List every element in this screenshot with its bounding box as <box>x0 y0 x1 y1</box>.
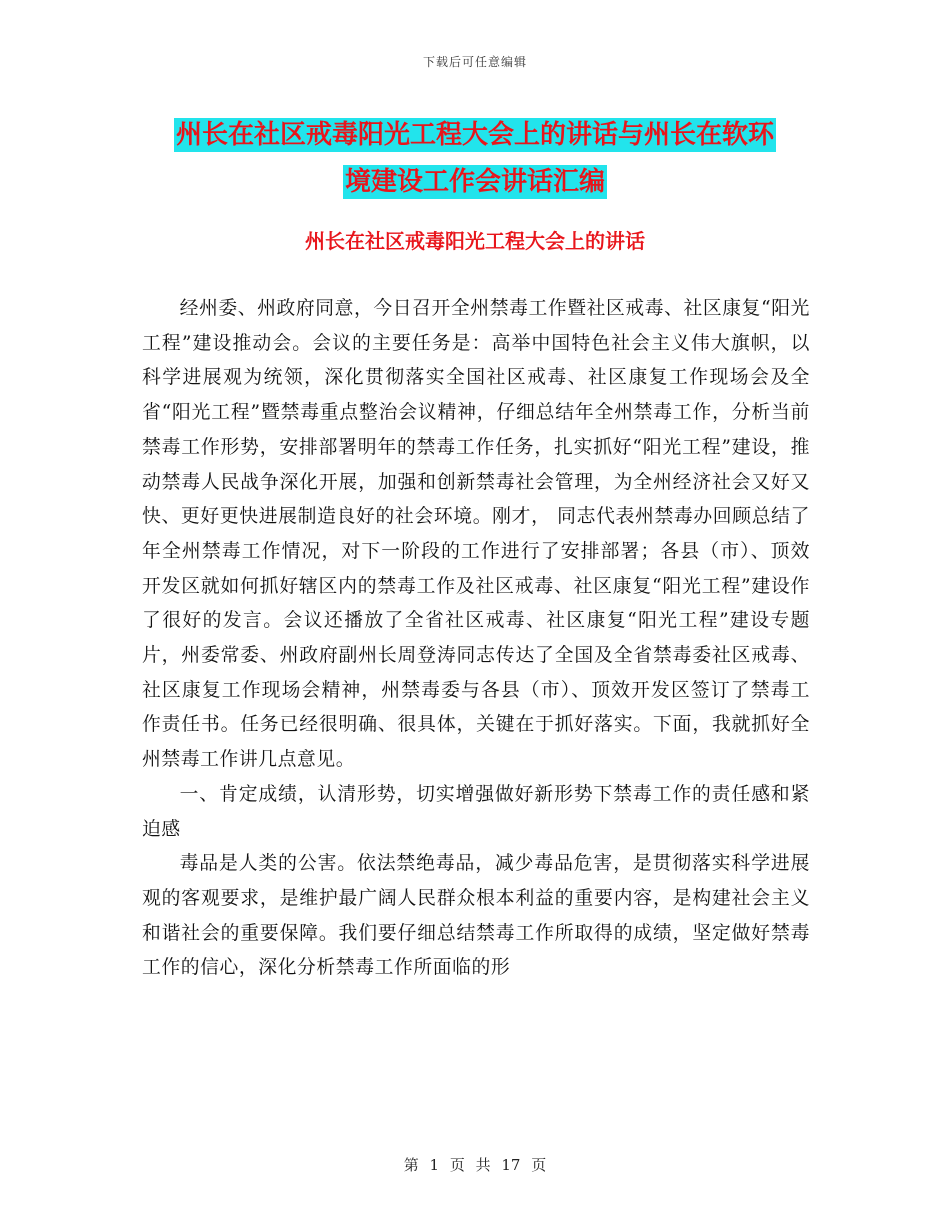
header-note: 下载后可任意编辑 <box>422 55 527 69</box>
paragraph-heading: 一、肯定成绩，认清形势，切实增强做好新形势下禁毒工作的责任感和紧迫感 <box>142 783 810 840</box>
page-footer: 第 1 页 共 17 页 <box>403 1156 547 1174</box>
body-text <box>142 292 810 986</box>
main-title-line-1: 州长在社区戒毒阳光工程大会上的讲话与州长在软环 <box>175 120 774 150</box>
paragraph: 经州委、州政府同意，今日召开全州禁毒工作暨社区戒毒、社区康复“阳光工程”建设推动会。会议的主要任务是：高举中国特色社会主义伟大旗帜，以科学进展观为统领，深化贯彻落实全国社区戒毒、社区康复工作现场会及全省“阳光工程”暨禁毒重点整治会议精神，仔细总结年全州禁毒工作，分析当前禁毒工作形势，安排部署明年的禁毒工作任务，扎实抓好“阳光工程”建设，推动禁毒人民战争深化开展，加强和创新禁毒社会管理，为全州经济社会又好又快、更好更快进展制造良好的社会环境。刚才， 同志代表州禁毒办回顾总结了年全州禁毒工作情况，对下一阶段的工作进行了安排部署；各县（市）、顶效开发区就如何抓好辖区内的禁毒工作及社区戒毒、社区康复“阳光工程”建设作了很好的发言。会议还播放了全省社区戒毒、社区康复“阳光工程”建设专题片，州委常委、州政府副州长周登涛同志传达了全国及全省禁毒委社区戒毒、社区康复工作现场会精神，州禁毒委与各县（市）、顶效开发区签订了禁毒工作责任书。任务已经很明确、很具体，关键在于抓好落实。下面，我就抓好全州禁毒工作讲几点意见。 <box>142 298 810 771</box>
paragraph: 毒品是人类的公害。依法禁绝毒品，减少毒品危害，是贯彻落实科学进展观的客观要求，是维护最广阔人民群众根本利益的重要内容，是构建社会主义和谐社会的重要保障。我们要仔细总结禁毒工作所取得的成绩，坚定做好禁毒工作的信心，深化分析禁毒工作所面临的形 <box>142 853 810 979</box>
main-title-line-2: 境建设工作会讲话汇编 <box>344 167 605 197</box>
main-title <box>140 112 810 206</box>
section-title: 州长在社区戒毒阳光工程大会上的讲话 <box>305 229 645 253</box>
